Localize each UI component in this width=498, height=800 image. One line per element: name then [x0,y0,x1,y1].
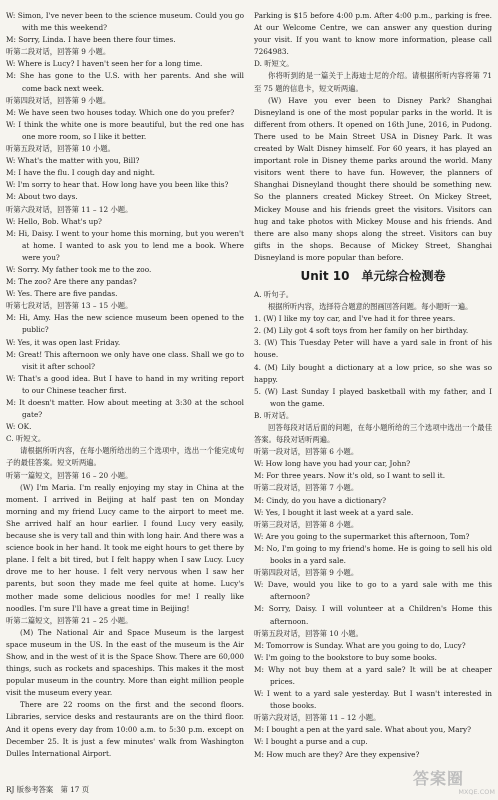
text-paragraph: M: For three years. Now it's old, so I want to sell it. [254,471,446,481]
text-paragraph: W: I went to a yard sale yesterday. But I wasn't interested in those books. [254,689,492,711]
text-paragraph: 听第二段对话，回答第 9 小题。 [6,47,111,57]
text-paragraph: W: OK. [6,422,32,432]
text-paragraph: 听第四段对话，回答第 9 小题。 [254,568,359,578]
text-paragraph: W: Yes, I bought it last week at a yard sale. [254,507,414,517]
text-paragraph: 听第三段对话，回答第 8 小题。 [254,519,359,529]
text-paragraph: 3. (W) This Tuesday Peter will have a yard sale in front of his house. [254,338,492,360]
text-paragraph: 听第七段对话，回答第 13 – 15 小题。 [6,301,133,311]
text-paragraph: 你将听到的是一篇关于上海迪士尼的介绍。请根据所听内容将第 71 至 75 题的信息卡，短文听两遍。 [254,71,492,93]
text-paragraph: Parking is $15 before 4:00 p.m. After 4:00 p.m., parking is free. At our Welcome Centre, we can answer any question during your visit. If you want to know more information, please call 7264983. [254,11,492,57]
text-paragraph: M: How much are they? Are they expensive? [254,749,420,759]
text-paragraph: A. 听句子。 [254,289,294,299]
text-paragraph: M: No, I'm going to my friend's home. He is going to sell his old books in a yard sale. [254,543,492,566]
text-paragraph: W: Where is Lucy? I haven't seen her for a long time. [6,59,203,69]
text-paragraph: 听第二篇短文，回答第 21 – 25 小题。 [6,615,133,625]
left-column [6,10,244,760]
text-paragraph: 回答每段对话后面的问题，在每小题所给的三个选项中选出一个最佳答案。每段对话听两遍。 [254,423,492,445]
text-paragraph: M: She has gone to the U.S. with her parents. And she will come back next week. [6,71,244,93]
watermark-logo-text: 答案圈 [413,769,465,788]
text-paragraph: 听第一篇短文，回答第 16 – 20 小题。 [6,470,133,480]
text-paragraph: W: What's the matter with you, Bill? [6,156,140,166]
text-paragraph: 听第一段对话，回答第 6 小题。 [254,447,359,457]
page-footer: RJ 版参考答案 第 17 页 [6,785,90,794]
text-paragraph: 4. (M) Lily bought a dictionary at a low price, so she was so happy. [254,362,492,384]
text-paragraph: W: I'm going to the bookstore to buy some books. [254,652,437,662]
text-paragraph: M: Sorry, Daisy. I will volunteer at a Children's Home this afternoon. [254,604,492,626]
text-paragraph: 听第二段对话，回答第 7 小题。 [254,483,359,493]
text-paragraph: M: Cindy, do you have a dictionary? [254,495,387,505]
text-paragraph: M: About two days. [6,192,78,202]
watermark-url: MXQE.COM [458,788,495,796]
text-paragraph: W: I think the white one is more beautiful, but the red one has one more room, so I like it better. [6,119,244,141]
text-paragraph: M: I have the flu. I cough day and night. [6,168,155,178]
text-paragraph: M: It doesn't matter. How about meeting at 3:30 at the school gate? [6,398,244,420]
text-paragraph: M: Hi, Amy. Has the new science museum been opened to the public? [6,313,244,335]
right-column [254,10,492,761]
text-paragraph: M: Sorry, Linda. I have been there four times. [6,35,176,45]
text-paragraph: (W) I'm Maria. I'm really enjoying my stay in China at the moment. I arrived in Beijing at half past ten on Monday morning and my friend Lucy came to the airport to meet me. She arrived half an hour earlier. I found Lucy very easily, because she is very tall and thin with long hair. And there was a science book in her hand. It took me eight hours to get there by plane. I felt a bit tired, but I felt happy when I saw Lucy. Lucy drove me to her house. I felt very nervous when I saw her parents, but soon they made me feel quite at home. Lucy's mother made some delicious noodles for me! I really like noodles. I'm sure I'll have a great time in Beijing! [6,482,244,613]
text-paragraph: 2. (M) Lily got 4 soft toys from her family on her birthday. [254,326,469,336]
text-paragraph: W: Hello, Bob. What's up? [6,216,102,226]
text-paragraph: M: Hi, Daisy. I went to your home this morning, but you weren't at home. I wanted to ask you to lend me a book. Where were you? [6,228,244,262]
text-paragraph: 听第六段对话，回答第 11 – 12 小题。 [254,713,381,723]
text-paragraph: D. 听短文。 [254,59,294,69]
text-paragraph: W: That's a good idea. But I have to hand in my writing report to our Chinese teacher first. [6,373,244,395]
text-paragraph: M: Tomorrow is Sunday. What are you going to do, Lucy? [254,640,466,650]
text-paragraph: 5. (W) Last Sunday I played basketball with my father, and I won the game. [254,386,492,408]
text-paragraph: W: I'm sorry to hear that. How long have you been like this? [6,180,229,190]
text-paragraph: W: Sorry. My father took me to the zoo. [6,264,152,274]
watermark-logo [413,770,495,798]
text-paragraph: M: We have seen two houses today. Which one do you prefer? [6,107,235,117]
text-paragraph: W: Are you going to the supermarket this afternoon, Tom? [254,531,470,541]
text-paragraph: M: Great! This afternoon we only have one class. Shall we go to visit it after school? [6,349,244,371]
text-paragraph: 听第四段对话，回答第 9 小题。 [6,95,111,105]
text-paragraph: 根据所听内容，选择符合题意的图画回答问题。每小题听一遍。 [268,302,473,312]
text-paragraph: M: The zoo? Are there any pandas? [6,277,137,287]
text-paragraph: W: Simon, I've never been to the science museum. Could you go with me this weekend? [6,11,244,33]
text-paragraph: (M) The National Air and Space Museum is the largest space museum in the US. In the east of the museum is the Air Show, and in the west of it is the Space Show. There are 60,000 things, such as rockets and spaceships. This makes it the most popular museum in the country. More than eight million people visit the museum every year. [6,627,244,698]
text-paragraph: 听第五段对话，回答第 10 小题。 [254,628,363,638]
text-paragraph: There are 22 rooms on the first and the second floors. Libraries, service desks and restaurants are on the third floor. And it opens every day from 10:00 a.m. to 5:30 p.m. except on December 25. It is just a few minutes' walk from Washington Dulles International Airport. [6,700,244,758]
text-paragraph: 听第六段对话，回答第 11 – 12 小题。 [6,204,133,214]
text-paragraph: M: I bought a pen at the yard sale. What about you, Mary? [254,725,472,735]
text-paragraph: 1. (W) I like my toy car, and I've had it for three years. [254,314,456,324]
text-paragraph: B. 听对话。 [254,410,294,420]
text-paragraph: W: Dave, would you like to go to a yard sale with me this afternoon? [254,580,492,602]
text-paragraph: (W) Have you ever been to Disney Park? Shanghai Disneyland is one of the most popular parks in the world. It is different from others. It opened on 16th June, 2016, in Pudong. There used to be Main Street USA in Disney Park. It was created by Walt Disney himself. For 60 years, it has played an important role in Disney theme parks around the world. Many visitors went there to have fun. However, the planners of Shanghai Disneyland thought there should be something new. So the planners created Mickey Street. On Mickey Street, Mickey Mouse and his friends greet the visitors. Visitors can hug and take photos with Mickey Mouse and his friends. And there are also many shops along the street. Visitors can buy gifts in the shops. Because of Mickey Street, Shanghai Disneyland is more popular than before. [254,95,492,262]
text-paragraph: 请根据所听内容，在每小题所给出的三个选项中，选出一个能完成句子的最佳答案。短文听两遍。 [6,446,244,468]
text-paragraph: M: Why not buy them at a yard sale? It will be at cheaper prices. [254,664,492,686]
text-paragraph: 听第五段对话，回答第 10 小题。 [6,144,115,154]
unit-heading: Unit 10 单元综合检测卷 [300,268,446,283]
text-paragraph: W: How long have you had your car, John? [254,459,411,469]
text-paragraph: W: Yes. There are five pandas. [6,289,118,299]
text-paragraph: W: Yes, it was open last Friday. [6,337,121,347]
text-paragraph: W: I bought a purse and a cup. [254,737,368,747]
text-paragraph: C. 听短文。 [6,434,46,444]
